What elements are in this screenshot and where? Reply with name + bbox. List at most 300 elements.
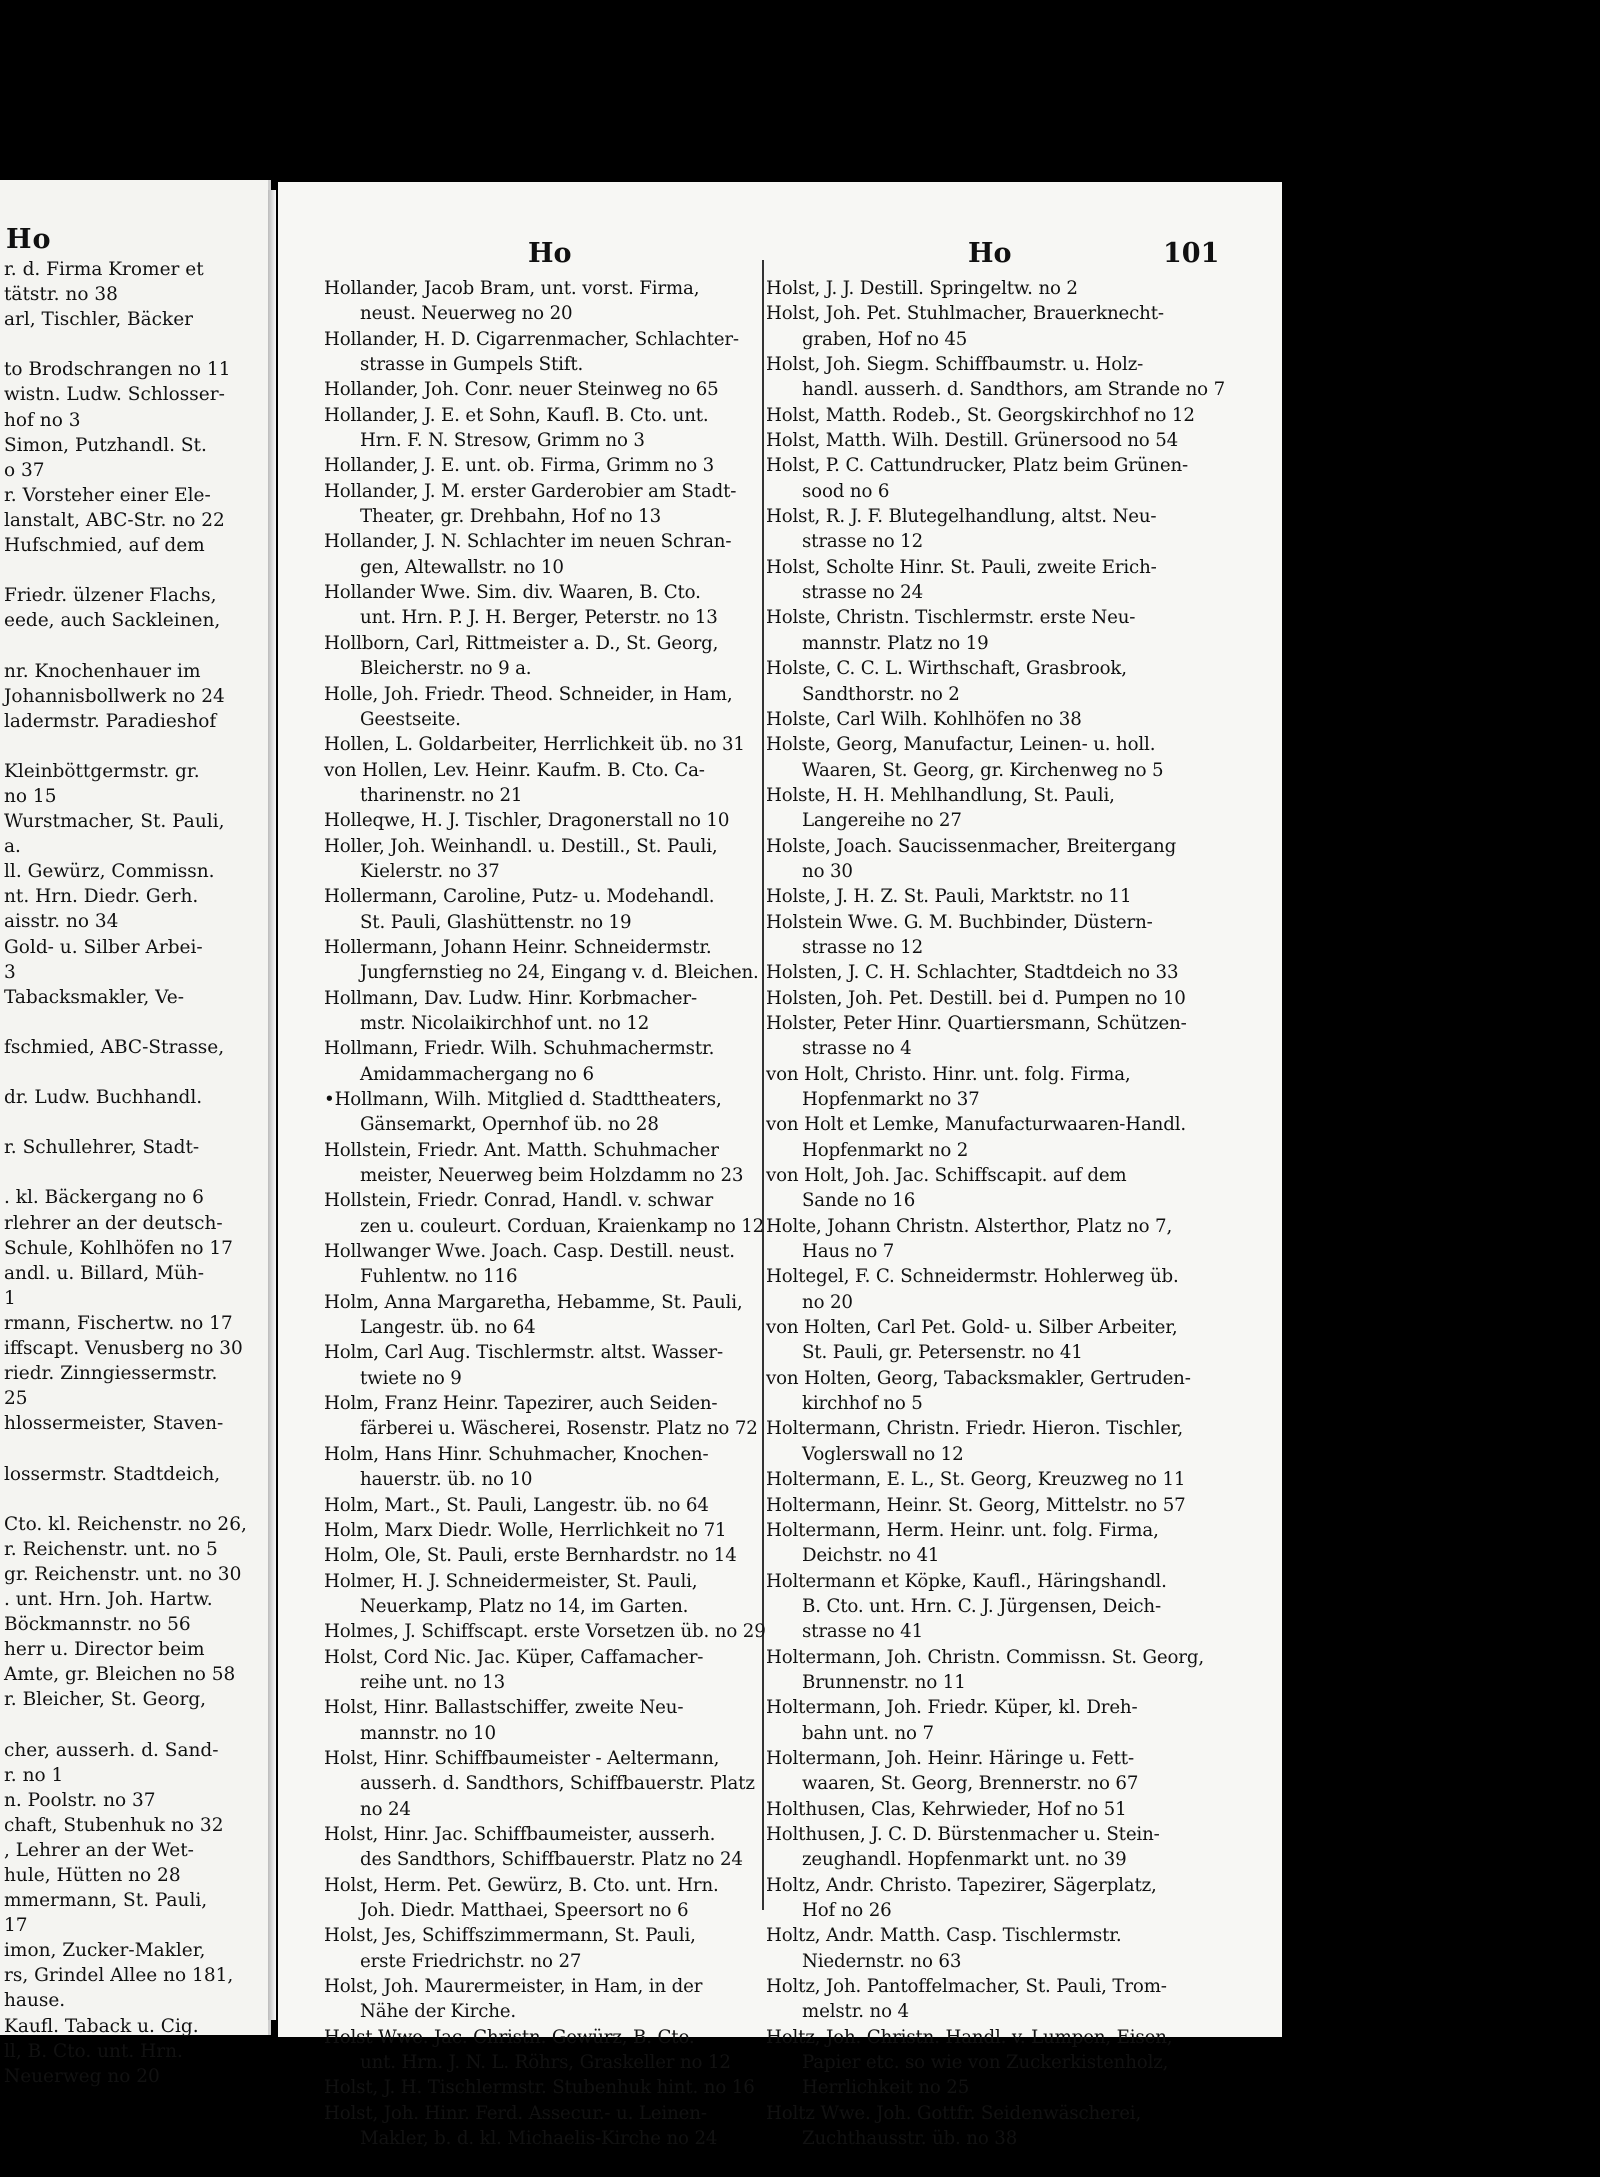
directory-entry: [766, 732, 1242, 783]
directory-entry: [324, 2075, 806, 2100]
entry-line-first: Holtz, Andr. Matth. Casp. Tischlermstr.: [766, 1925, 1122, 1947]
left-page-line: 1: [4, 1287, 16, 1309]
left-page-line: Cto. kl. Reichenstr. no 26,: [4, 1513, 247, 1535]
entry-line-continuation: Theater, gr. Drehbahn, Hof no 13: [360, 506, 662, 528]
entry-line-first: Holstein Wwe. G. M. Buchbinder, Düstern-: [766, 911, 1153, 933]
page-header: [278, 238, 1282, 278]
directory-entry: [766, 1062, 1242, 1113]
directory-entry: [766, 1873, 1242, 1924]
entry-line-continuation: Gänsemarkt, Opernhof üb. no 28: [360, 1114, 659, 1136]
entry-line-first: Holtermann, Joh. Heinr. Häringe u. Fett-: [766, 1747, 1134, 1769]
entry-line-continuation: des Sandthors, Schiffbauerstr. Platz no 24: [360, 1849, 743, 1871]
directory-entry: [766, 656, 1242, 707]
directory-entry: [324, 1923, 806, 1974]
directory-entry: [766, 1011, 1242, 1062]
entry-line-continuation: neust. Neuerweg no 20: [360, 303, 573, 325]
directory-entry: [324, 529, 806, 580]
entry-line-continuation: Kielerstr. no 37: [360, 860, 500, 882]
entry-line-continuation: Sandthorstr. no 2: [802, 683, 960, 705]
directory-entry: [324, 1087, 806, 1138]
directory-entry: [324, 1645, 806, 1696]
directory-entry: [766, 605, 1242, 656]
entry-line-continuation: Nähe der Kirche.: [360, 2001, 517, 2023]
directory-entry: [324, 1290, 806, 1341]
entry-line-first: Holste, Georg, Manufactur, Leinen- u. holl.: [766, 734, 1156, 756]
left-page-line: rlehrer an der deutsch-: [4, 1212, 223, 1234]
directory-entry: [766, 1163, 1242, 1214]
left-page-line: 3: [4, 961, 16, 983]
entry-line-first: Holle, Joh. Friedr. Theod. Schneider, in Ham,: [324, 683, 733, 705]
left-page-line: fschmied, ABC-Strasse,: [4, 1036, 225, 1058]
directory-entry: [324, 2025, 806, 2076]
entry-line-continuation: hauerstr. üb. no 10: [360, 1469, 533, 1491]
entry-line-first: Hollstein, Friedr. Ant. Matth. Schuhmacher: [324, 1139, 719, 1161]
left-page-line: rmann, Fischertw. no 17: [4, 1312, 233, 1334]
directory-entry: [766, 352, 1242, 403]
entry-line-continuation: St. Pauli, Glashüttenstr. no 19: [360, 911, 632, 933]
entry-line-continuation: Hof no 26: [802, 1900, 892, 1921]
left-page-line: mmermann, St. Pauli,: [4, 1890, 208, 1912]
directory-entry: [766, 1112, 1242, 1163]
directory-entry: [766, 1366, 1242, 1417]
entry-line-first: Holste, Joach. Saucissenmacher, Breitergang: [766, 835, 1177, 857]
entry-line-continuation: zen u. couleurt. Corduan, Kraienkamp no 12: [360, 1215, 765, 1237]
entry-line-first: Holste, C. C. L. Wirthschaft, Grasbrook,: [766, 658, 1127, 680]
entry-line-first: Holm, Carl Aug. Tischlermstr. altst. Wasser-: [324, 1342, 723, 1364]
entry-line-first: Holtz Wwe. Joh. Gottfr. Seidenwäscherei,: [766, 2102, 1142, 2124]
entry-line-first: von Holt, Christo. Hinr. unt. folg. Firma,: [766, 1063, 1131, 1085]
directory-entry: [766, 834, 1242, 885]
left-page-line: [4, 1110, 264, 1135]
entry-line-first: Holtz, Andr. Christo. Tapezirer, Sägerplatz,: [766, 1874, 1157, 1896]
left-page-line: Hufschmied, auf dem: [4, 535, 205, 557]
entry-line-continuation: St. Pauli, gr. Petersenstr. no 41: [802, 1342, 1083, 1364]
directory-entry: [766, 1264, 1242, 1315]
left-page-line: a.: [4, 836, 21, 858]
left-page-line: Friedr. ülzener Flachs,: [4, 585, 217, 607]
left-page-line: [4, 1160, 264, 1185]
directory-entry: [324, 808, 806, 833]
entry-line-first: Holtermann, Christn. Friedr. Hieron. Tischler,: [766, 1418, 1184, 1440]
directory-entry: [324, 1138, 806, 1189]
entry-line-first: von Hollen, Lev. Heinr. Kaufm. B. Cto. Ca-: [324, 759, 705, 781]
right-page: [278, 182, 1282, 2150]
left-page-line: Kleinböttgermstr. gr.: [4, 760, 200, 782]
entry-line-first: Hollermann, Johann Heinr. Schneidermstr.: [324, 936, 712, 958]
entry-line-first: Hollwanger Wwe. Joach. Casp. Destill. neust.: [324, 1241, 735, 1263]
directory-entry: [324, 377, 806, 402]
left-page-line: chaft, Stubenhuk no 32: [4, 1814, 224, 1836]
directory-entry: [766, 555, 1242, 606]
directory-entry: [324, 453, 806, 478]
entry-line-first: Holtermann, Joh. Friedr. Küper, kl. Dreh-: [766, 1697, 1138, 1719]
entry-line-first: Hollander, J. E. unt. ob. Firma, Grimm no 3: [324, 455, 715, 477]
left-page-line: hule, Hütten no 28: [4, 1865, 181, 1886]
directory-entry: [766, 783, 1242, 834]
entry-line-continuation: handl. ausserh. d. Sandthors, am Strande no 7: [802, 379, 1226, 401]
entry-line-first: Holste, H. H. Mehlhandlung, St. Pauli,: [766, 784, 1115, 806]
entry-line-continuation: Herrlichkeit no 25: [802, 2077, 970, 2099]
directory-entry: [766, 428, 1242, 453]
directory-entry: [324, 1036, 806, 1087]
entry-line-first: von Holt, Joh. Jac. Schiffscapit. auf dem: [766, 1165, 1127, 1187]
directory-column-right: [766, 276, 1242, 2151]
entry-line-first: Holtermann, Heinr. St. Georg, Mittelstr. no 57: [766, 1494, 1186, 1516]
entry-line-continuation: Waaren, St. Georg, gr. Kirchenweg no 5: [802, 759, 1164, 781]
left-page-line: [4, 558, 264, 583]
entry-line-first: •Hollmann, Wilh. Mitglied d. Stadttheaters,: [324, 1089, 722, 1110]
directory-entry: [324, 403, 806, 454]
directory-entry: [766, 1315, 1242, 1366]
entry-line-continuation: strasse no 24: [802, 582, 924, 604]
directory-entry: [324, 1493, 806, 1518]
directory-entry: [324, 884, 806, 935]
directory-entry: [766, 504, 1242, 555]
directory-column-left: [324, 276, 806, 2151]
directory-entry: [766, 1746, 1242, 1797]
entry-line-continuation: Langestr. üb. no 64: [360, 1317, 536, 1339]
left-page-line: r. d. Firma Kromer et: [4, 259, 204, 280]
entry-line-continuation: waaren, St. Georg, Brennerstr. no 67: [802, 1773, 1139, 1795]
entry-line-continuation: Neuerkamp, Platz no 14, im Garten.: [360, 1595, 689, 1617]
entry-line-first: Hollander, Jacob Bram, unt. vorst. Firma,: [324, 278, 700, 299]
entry-line-continuation: no 30: [802, 860, 853, 882]
entry-line-continuation: unt. Hrn. J. N. L. Röhrs, Graskeller no 12: [360, 2052, 731, 2074]
left-page-line: [4, 734, 264, 759]
entry-line-continuation: no 20: [802, 1291, 853, 1313]
entry-line-first: von Holt et Lemke, Manufacturwaaren-Handl.: [766, 1114, 1187, 1136]
entry-line-first: Holste, Christn. Tischlermstr. erste Neu-: [766, 607, 1136, 629]
left-page-line: eede, auch Sackleinen,: [4, 610, 221, 632]
left-page-line: ladermstr. Paradieshof: [4, 710, 217, 732]
left-page-line: r. Bleicher, St. Georg,: [4, 1689, 207, 1711]
entry-line-continuation: Niedernstr. no 63: [802, 1950, 962, 1972]
entry-line-first: Holtegel, F. C. Schneidermstr. Hohlerweg üb.: [766, 1266, 1179, 1288]
left-page-line: [4, 1010, 264, 1035]
left-page-line: arl, Tischler, Bäcker: [4, 309, 194, 331]
entry-line-first: Hollen, L. Goldarbeiter, Herrlichkeit üb. no 31: [324, 734, 745, 756]
entry-line-first: Hollmann, Dav. Ludw. Hinr. Korbmacher-: [324, 987, 697, 1009]
entry-line-continuation: Sande no 16: [802, 1190, 916, 1212]
directory-entry: [324, 935, 806, 986]
left-page-text: [4, 257, 264, 2089]
entry-line-first: Holst, J. J. Destill. Springeltw. no 2: [766, 278, 1078, 299]
left-page-line: , Lehrer an der Wet-: [4, 1839, 194, 1861]
directory-entry: [324, 1391, 806, 1442]
directory-entry: [766, 453, 1242, 504]
entry-line-continuation: strasse no 41: [802, 1621, 924, 1643]
left-page-line: lossermstr. Stadtdeich,: [4, 1463, 221, 1485]
entry-line-first: Holmer, H. J. Schneidermeister, St. Pauli,: [324, 1570, 698, 1592]
entry-line-first: Hollermann, Caroline, Putz- u. Modehandl.: [324, 886, 715, 908]
entry-line-continuation: strasse no 4: [802, 1038, 912, 1060]
directory-entry: [766, 707, 1242, 732]
directory-entry: [766, 884, 1242, 909]
entry-line-continuation: Hrn. F. N. Stresow, Grimm no 3: [360, 430, 645, 452]
left-page-line: 17: [4, 1915, 28, 1937]
directory-entry: [766, 960, 1242, 985]
entry-line-continuation: Amidammachergang no 6: [360, 1063, 594, 1085]
entry-line-first: Holst, Joh. Pet. Stuhlmacher, Brauerknecht-: [766, 303, 1164, 325]
left-page-line: herr u. Director beim: [4, 1639, 205, 1661]
left-page-line: ll, B. Cto. unt. Hrn.: [4, 2040, 183, 2062]
entry-line-first: Hollander, H. D. Cigarrenmacher, Schlachter-: [324, 328, 739, 350]
left-page-line: Tabacksmakler, Ve-: [4, 986, 184, 1008]
entry-line-first: Holste, J. H. Z. St. Pauli, Marktstr. no 11: [766, 886, 1132, 908]
left-page-line: aisstr. no 34: [4, 911, 119, 933]
entry-line-first: Holmes, J. Schiffscapt. erste Vorsetzen üb. no 29: [324, 1621, 766, 1643]
left-page-line: r. Schullehrer, Stadt-: [4, 1137, 200, 1159]
entry-line-first: Holthusen, J. C. D. Bürstenmacher u. Stein-: [766, 1823, 1160, 1845]
entry-line-first: Holst, Cord Nic. Jac. Küper, Caffamacher-: [324, 1646, 704, 1668]
entry-line-first: Holtermann et Köpke, Kaufl., Häringshandl.: [766, 1570, 1167, 1592]
entry-line-first: Holst, P. C. Cattundrucker, Platz beim Grünen-: [766, 455, 1189, 477]
directory-entry: [766, 1569, 1242, 1645]
directory-entry: [324, 1746, 806, 1822]
entry-line-first: Holste, Carl Wilh. Kohlhöfen no 38: [766, 708, 1082, 730]
entry-line-continuation: tharinenstr. no 21: [360, 784, 523, 806]
left-page-line: Böckmannstr. no 56: [4, 1614, 191, 1636]
left-page-line: . kl. Bäckergang no 6: [4, 1187, 204, 1209]
left-page-line: nt. Hrn. Diedr. Gerh.: [4, 886, 199, 908]
left-page-line: cher, ausserh. d. Sand-: [4, 1739, 219, 1761]
entry-line-first: Holtz, Joh. Pantoffelmacher, St. Pauli, Trom-: [766, 1976, 1167, 1998]
directory-entry: [766, 2025, 1242, 2101]
directory-entry: [324, 2101, 806, 2152]
entry-line-first: Holm, Hans Hinr. Schuhmacher, Knochen-: [324, 1443, 709, 1465]
running-header-left: Ho: [528, 238, 572, 269]
entry-line-continuation: meister, Neuerweg beim Holzdamm no 23: [360, 1165, 744, 1187]
entry-line-first: Hollmann, Friedr. Wilh. Schuhmachermstr.: [324, 1038, 715, 1060]
left-page-line: iffscapt. Venusberg no 30: [4, 1338, 243, 1360]
entry-line-continuation: Geestseite.: [360, 708, 461, 730]
entry-line-continuation: Papier etc. so wie von Zuckerkistenholz,: [802, 2052, 1169, 2074]
left-page-line: wistn. Ludw. Schlosser-: [4, 384, 225, 406]
entry-line-first: Hollborn, Carl, Rittmeister a. D., St. Georg,: [324, 632, 719, 654]
directory-entry: [324, 1619, 806, 1644]
entry-line-continuation: Makler, b. d. kl. Michaelis-Kirche no 24: [360, 2128, 718, 2150]
directory-entry: [324, 758, 806, 809]
entry-line-first: Holtermann, Joh. Christn. Commissn. St. Georg,: [766, 1646, 1204, 1668]
entry-line-continuation: graben, Hof no 45: [802, 328, 968, 350]
entry-line-first: Holte, Johann Christn. Alsterthor, Platz no 7,: [766, 1215, 1173, 1237]
left-page-line: [4, 1487, 264, 1512]
left-page-line: lanstalt, ABC-Str. no 22: [4, 509, 225, 531]
left-page-line: [4, 1712, 264, 1737]
left-page-line: [4, 1436, 264, 1461]
left-page-line: hlossermeister, Staven-: [4, 1413, 224, 1435]
entry-line-first: von Holten, Georg, Tabacksmakler, Gertruden-: [766, 1367, 1191, 1389]
left-page-header: Ho: [6, 224, 52, 255]
entry-line-first: Holster, Peter Hinr. Quartiersmann, Schützen-: [766, 1012, 1187, 1034]
entry-line-first: Holleqwe, H. J. Tischler, Dragonerstall no 10: [324, 810, 730, 832]
directory-entry: [766, 910, 1242, 961]
directory-entry: [324, 580, 806, 631]
directory-entry: [324, 1873, 806, 1924]
left-page-line: Simon, Putzhandl. St.: [4, 434, 207, 456]
left-page-line: gr. Reichenstr. unt. no 30: [4, 1563, 242, 1585]
entry-line-first: Holst, J. H. Tischlermstr. Stubenhuk hint. no 16: [324, 2077, 755, 2099]
left-page-line: ll. Gewürz, Commissn.: [4, 861, 215, 883]
entry-line-first: Hollander, J. N. Schlachter im neuen Schran-: [324, 531, 732, 553]
entry-line-continuation: Hopfenmarkt no 37: [802, 1089, 980, 1110]
entry-line-first: Holst, Hinr. Ballastschiffer, zweite Neu-: [324, 1697, 684, 1719]
entry-line-continuation: unt. Hrn. P. J. H. Berger, Peterstr. no 13: [360, 607, 718, 629]
directory-entry: [324, 631, 806, 682]
directory-entry: [766, 403, 1242, 428]
entry-line-continuation: bahn unt. no 7: [802, 1722, 934, 1744]
directory-entry: [324, 276, 806, 327]
left-page-line: [4, 1060, 264, 1085]
entry-line-continuation: sood no 6: [802, 480, 890, 502]
entry-line-continuation: ausserh. d. Sandthors, Schiffbauerstr. Platz: [360, 1773, 755, 1795]
left-page-line: nr. Knochenhauer im: [4, 660, 201, 682]
entry-line-continuation: Voglerswall no 12: [802, 1443, 964, 1465]
entry-line-first: Holst, Hinr. Schiffbaumeister - Aeltermann,: [324, 1747, 720, 1769]
directory-entry: [766, 1467, 1242, 1492]
entry-line-first: Holm, Anna Margaretha, Hebamme, St. Pauli,: [324, 1291, 743, 1313]
directory-entry: [324, 1569, 806, 1620]
entry-line-continuation: erste Friedrichstr. no 27: [360, 1950, 582, 1972]
entry-line-first: Holsten, J. C. H. Schlachter, Stadtdeich no 33: [766, 962, 1179, 984]
directory-entry: [324, 1543, 806, 1568]
entry-line-first: Holst, Hinr. Jac. Schiffbaumeister, ausserh.: [324, 1823, 716, 1845]
left-page-fragment: [0, 180, 271, 2087]
entry-line-first: Holst, Jes, Schiffszimmermann, St. Pauli,: [324, 1925, 696, 1947]
left-page-line: dr. Ludw. Buchhandl.: [4, 1087, 203, 1109]
left-page-line: to Brodschrangen no 11: [4, 359, 231, 381]
left-page-line: Amte, gr. Bleichen no 58: [4, 1664, 236, 1686]
entry-line-first: Holst, Herm. Pet. Gewürz, B. Cto. unt. Hrn.: [324, 1874, 719, 1896]
running-header-right: Ho: [968, 238, 1012, 269]
left-page-line: Johannisbollwerk no 24: [4, 685, 225, 707]
entry-line-continuation: strasse no 12: [802, 531, 924, 553]
entry-line-first: Holm, Ole, St. Pauli, erste Bernhardstr. no 14: [324, 1545, 737, 1567]
entry-line-continuation: Haus no 7: [802, 1241, 895, 1263]
entry-line-continuation: mstr. Nicolaikirchhof unt. no 12: [360, 1012, 650, 1034]
entry-line-first: Holst, Matth. Wilh. Destill. Grünersood no 54: [766, 430, 1179, 452]
entry-line-continuation: mannstr. Platz no 19: [802, 632, 989, 654]
directory-entry: [766, 1923, 1242, 1974]
directory-entry: [324, 1822, 806, 1873]
left-page-line: Gold- u. Silber Arbei-: [4, 936, 203, 958]
directory-entry: [766, 1822, 1242, 1873]
left-page-line: r. Vorsteher einer Ele-: [4, 484, 211, 506]
directory-entry: [324, 1974, 806, 2025]
directory-entry: [324, 1188, 806, 1239]
book-gutter: [268, 190, 276, 2020]
directory-entry: [324, 986, 806, 1037]
entry-line-first: Hollander Wwe. Sim. div. Waaren, B. Cto.: [324, 582, 701, 604]
entry-line-continuation: Fuhlentw. no 116: [360, 1266, 518, 1288]
entry-line-continuation: reihe unt. no 13: [360, 1671, 506, 1693]
directory-entry: [324, 1695, 806, 1746]
directory-entry: [766, 1974, 1242, 2025]
directory-entry: [324, 479, 806, 530]
left-page-line: andl. u. Billard, Müh-: [4, 1262, 204, 1284]
directory-entry: [766, 986, 1242, 1011]
left-page-line: hause.: [4, 1990, 66, 2012]
entry-line-first: Holst Wwe. Jac. Christn. Gewürz, B. Cto.: [324, 2026, 695, 2048]
entry-line-first: Holm, Marx Diedr. Wolle, Herrlichkeit no 71: [324, 1519, 727, 1541]
directory-entry: [766, 1695, 1242, 1746]
directory-entry: [324, 1239, 806, 1290]
entry-line-first: Holm, Mart., St. Pauli, Langestr. üb. no 64: [324, 1494, 709, 1516]
left-page-line: hof no 3: [4, 409, 81, 431]
entry-line-first: Hollstein, Friedr. Conrad, Handl. v. schwar: [324, 1190, 714, 1212]
entry-line-first: Hollander, Joh. Conr. neuer Steinweg no 65: [324, 379, 719, 401]
left-page-line: 25: [4, 1388, 28, 1410]
entry-line-continuation: Joh. Diedr. Matthaei, Speersort no 6: [360, 1900, 689, 1921]
entry-line-first: Hollander, J. M. erster Garderobier am Stadt-: [324, 480, 737, 502]
entry-line-first: Holtermann, Herm. Heinr. unt. folg. Firma,: [766, 1519, 1159, 1541]
directory-entry: [766, 1493, 1242, 1518]
entry-line-continuation: Langereihe no 27: [802, 810, 962, 832]
entry-line-first: von Holten, Carl Pet. Gold- u. Silber Arbeiter,: [766, 1317, 1178, 1339]
left-page-line: . unt. Hrn. Joh. Hartw.: [4, 1588, 213, 1610]
left-page-line: r. Reichenstr. unt. no 5: [4, 1538, 218, 1560]
entry-line-first: Holler, Joh. Weinhandl. u. Destill., St. Pauli,: [324, 835, 718, 857]
left-page-line: o 37: [4, 459, 45, 481]
directory-entry: [324, 834, 806, 885]
directory-entry: [766, 1645, 1242, 1696]
left-page-line: Neuerweg no 20: [4, 2065, 160, 2087]
left-page-line: n. Poolstr. no 37: [4, 1789, 156, 1811]
left-page-line: riedr. Zinngiessermstr.: [4, 1363, 218, 1385]
entry-line-first: Holsten, Joh. Pet. Destill. bei d. Pumpen no 10: [766, 987, 1186, 1009]
left-page-line: rs, Grindel Allee no 181,: [4, 1965, 234, 1987]
left-page-line: Wurstmacher, St. Pauli,: [4, 811, 225, 833]
entry-line-continuation: B. Cto. unt. Hrn. C. J. Jürgensen, Deich-: [802, 1595, 1161, 1617]
left-page-line: imon, Zucker-Makler,: [4, 1940, 206, 1962]
left-page-line: [4, 633, 264, 658]
directory-entry: [766, 276, 1242, 301]
directory-entry: [766, 1214, 1242, 1265]
entry-line-continuation: Zuchthausstr. üb. no 38: [802, 2128, 1018, 2150]
directory-entry: [324, 732, 806, 757]
directory-entry: [766, 1416, 1242, 1467]
entry-line-first: Holst, Matth. Rodeb., St. Georgskirchhof no 12: [766, 404, 1195, 426]
left-page-line: Kaufl. Taback u. Cig.: [4, 2015, 199, 2037]
left-page-line: tätstr. no 38: [4, 284, 118, 306]
entry-line-first: Holtermann, E. L., St. Georg, Kreuzweg no 11: [766, 1469, 1186, 1491]
entry-line-continuation: färberei u. Wäscherei, Rosenstr. Platz no 72: [360, 1418, 758, 1440]
left-page-line: no 15: [4, 785, 57, 807]
entry-line-continuation: strasse no 12: [802, 936, 924, 958]
directory-entry: [766, 2101, 1242, 2152]
entry-line-first: Holtz, Joh. Christn. Handl. v. Lumpen, Eisen,: [766, 2026, 1173, 2048]
entry-line-continuation: Brunnenstr. no 11: [802, 1671, 966, 1693]
entry-line-continuation: mannstr. no 10: [360, 1722, 496, 1744]
directory-entry: [324, 1340, 806, 1391]
entry-line-continuation: no 24: [360, 1798, 411, 1820]
directory-entry: [324, 327, 806, 378]
directory-entry: [324, 682, 806, 733]
entry-line-continuation: Hopfenmarkt no 2: [802, 1139, 969, 1161]
entry-line-first: Holst, Joh. Hinr. Ferd. Assecur.- u. Leinen-: [324, 2102, 707, 2124]
entry-line-continuation: gen, Altewallstr. no 10: [360, 556, 564, 578]
left-page-line: [4, 332, 264, 357]
entry-line-first: Holthusen, Clas, Kehrwieder, Hof no 51: [766, 1798, 1127, 1820]
entry-line-continuation: Bleicherstr. no 9 a.: [360, 658, 532, 680]
entry-line-continuation: zeughandl. Hopfenmarkt unt. no 39: [802, 1849, 1127, 1871]
left-page-line: r. no 1: [4, 1764, 64, 1786]
entry-line-continuation: Deichstr. no 41: [802, 1545, 940, 1567]
entry-line-first: Holst, Joh. Maurermeister, in Ham, in der: [324, 1976, 703, 1998]
directory-entry: [766, 1518, 1242, 1569]
entry-line-continuation: kirchhof no 5: [802, 1393, 923, 1415]
page-number: 101: [1163, 238, 1220, 269]
